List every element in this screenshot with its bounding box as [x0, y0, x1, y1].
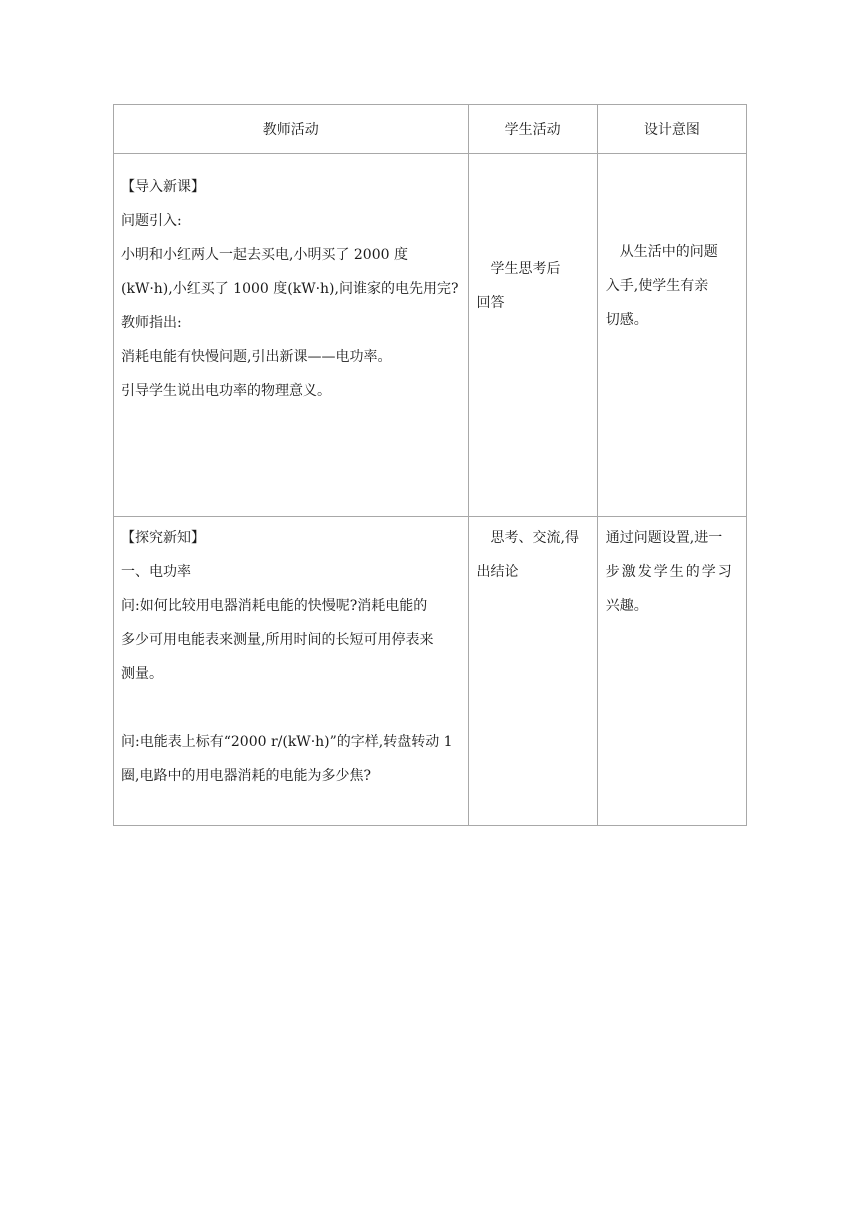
- text-line: 回答: [476, 295, 505, 311]
- text-line: 问:电能表上标有“2000 r/(kW·h)”的字样,转盘转动 1: [121, 734, 453, 750]
- table-row: [114, 517, 747, 826]
- text-line: 通过问题设置,进一: [605, 530, 723, 546]
- text-line: 引导学生说出电功率的物理意义。: [121, 383, 331, 399]
- text-line: 问题引入:: [121, 213, 182, 229]
- student-activity-cell: [468, 517, 597, 826]
- table-row: [114, 154, 747, 517]
- teacher-activity-cell: [114, 517, 469, 826]
- header-design-intent: 设计意图: [597, 105, 746, 154]
- text-line: 步激发学生的学习: [605, 564, 734, 580]
- text-line: 入手,使学生有亲: [605, 278, 709, 294]
- text-line: 切感。: [605, 312, 648, 328]
- text-line: 兴趣。: [605, 598, 648, 614]
- table-header-row: [114, 105, 747, 154]
- text-line: 学生思考后: [490, 261, 561, 277]
- text-line: (kW·h),小红买了 1000 度(kW·h),问谁家的电先用完?: [121, 281, 459, 297]
- text-line: 小明和小红两人一起去买电,小明买了 2000 度: [121, 247, 408, 263]
- section-heading: 【导入新课】: [121, 179, 205, 195]
- student-activity-cell: [468, 154, 597, 517]
- text-line: 一、电功率: [121, 564, 191, 580]
- blank-line: [121, 691, 462, 725]
- lesson-plan-table: [113, 104, 747, 826]
- text-line: 教师指出:: [121, 315, 182, 331]
- header-teacher-activity: 教师活动: [114, 105, 469, 154]
- text-line: 出结论: [476, 564, 519, 580]
- text-line: 多少可用电能表来测量,所用时间的长短可用停表来: [121, 632, 434, 648]
- text-line: 思考、交流,得: [490, 530, 579, 546]
- text-line: 从生活中的问题: [619, 244, 718, 260]
- design-intent-cell: [597, 154, 746, 517]
- section-heading: 【探究新知】: [121, 530, 205, 546]
- text-line: 圈,电路中的用电器消耗的电能为多少焦?: [121, 768, 371, 784]
- text-line: 问:如何比较用电器消耗电能的快慢呢?消耗电能的: [121, 598, 428, 614]
- teacher-activity-cell: [114, 154, 469, 517]
- header-student-activity: 学生活动: [468, 105, 597, 154]
- text-line: 消耗电能有快慢问题,引出新课——电功率。: [121, 349, 392, 365]
- text-line: 测量。: [121, 666, 163, 682]
- design-intent-cell: [597, 517, 746, 826]
